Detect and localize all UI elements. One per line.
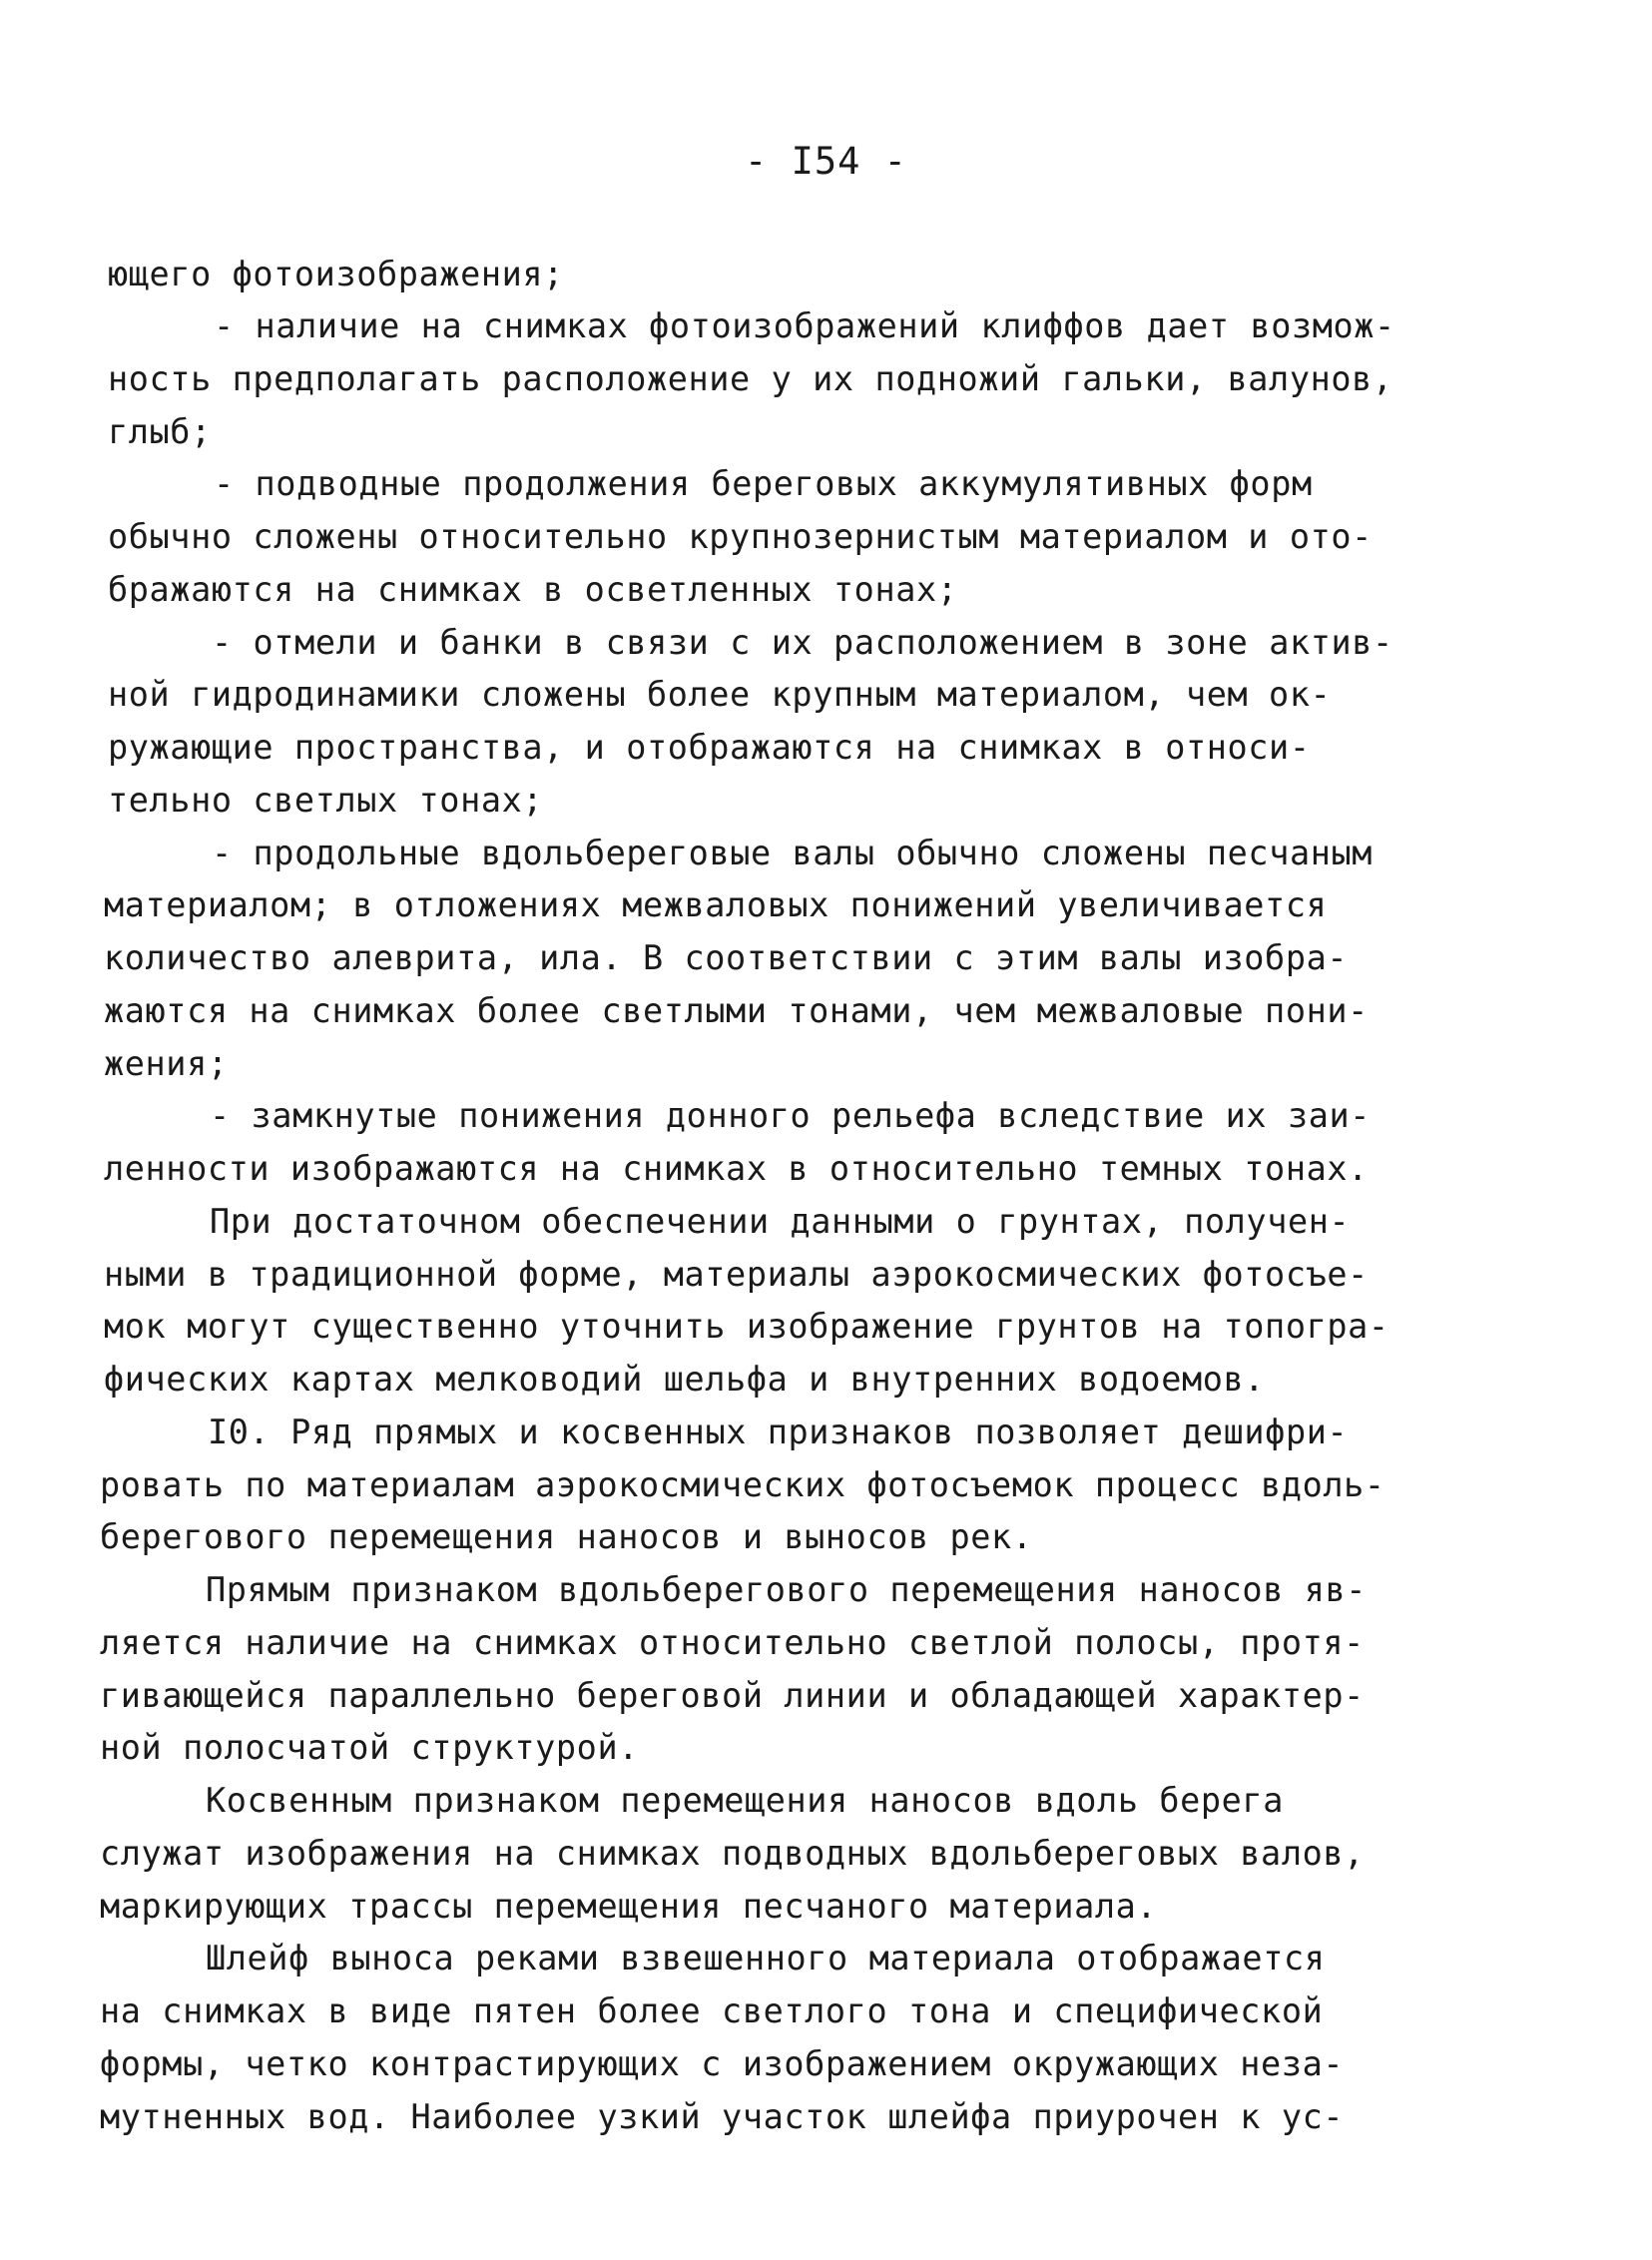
text-line: - наличие на снимках фотоизображений клиффов дает возмож- [214,306,1395,345]
text-line: на снимках в виде пятен более светлого тона и специфической [100,1991,1324,2030]
text-line: маркирующих трассы перемещения песчаного материала. [100,1887,1158,1926]
text-line: ленности изображаются на снимках в относительно темных тонах. [104,1149,1369,1188]
text-line: материалом; в отложениях межваловых понижений увеличивается [104,885,1328,924]
text-line: - продольные вдольбереговые валы обычно сложены песчаным [212,834,1374,872]
text-line: - подводные продолжения береговых аккумулятивных форм [214,464,1313,503]
text-line: ными в традиционной форме, материалы аэрокосмических фотосъе- [104,1255,1369,1294]
text-line: I0. Ряд прямых и косвенных признаков позволяет дешифри- [208,1412,1349,1451]
text-line: Косвенным признаком перемещения наносов вдоль берега [206,1781,1284,1820]
text-line: формы, четко контрастирующих с изображением окружающих неза- [100,2044,1345,2083]
text-line: ляется наличие на снимках относительно светлой полосы, протя- [100,1623,1365,1662]
text-line: тельно светлых тонах; [108,781,544,820]
text-line: ной полосчатой структурой. [100,1728,639,1767]
text-line: количество алеврита, ила. В соответствии с этим валы изобра- [104,938,1349,977]
text-line: ной гидродинамики сложены более крупным материалом, чем ок- [108,675,1332,714]
text-line: ружающие пространства, и отображаются на снимках в относи- [108,728,1311,767]
text-line: фических картах мелководий шельфа и внутренних водоемов. [104,1360,1266,1399]
text-line: глыб; [108,412,212,451]
text-line: жения; [104,1044,229,1083]
text-line: ровать по материалам аэрокосмических фотосъемок процесс вдоль- [100,1465,1385,1504]
text-line: бражаются на снимках в осветленных тонах; [108,570,958,609]
text-line: - замкнутые понижения донного рельефа вследствие их заи- [210,1096,1372,1135]
text-line: берегового перемещения наносов и выносов рек. [100,1517,1033,1556]
text-line: - отмели и банки в связи с их расположением в зоне актив- [212,623,1393,662]
page-number: - I54 - [745,140,907,183]
text-line: ность предполагать расположение у их подножий гальки, валунов, [108,359,1393,398]
text-line: жаются на снимках более светлыми тонами, чем межваловые пони- [104,991,1369,1030]
text-line: При достаточном обеспечении данными о грунтах, получен- [210,1202,1351,1241]
text-line: мутненных вод. Наиболее узкий участок шлейфа приурочен к ус- [100,2097,1345,2136]
text-line: служат изображения на снимках подводных вдольбереговых валов, [100,1834,1365,1873]
text-line: Прямым признаком вдольберегового перемещения наносов яв- [206,1570,1368,1609]
text-line: обычно сложены относительно крупнозернистым материалом и ото- [108,517,1373,556]
text-line: мок могут существенно уточнить изображение грунтов на топогра- [104,1307,1389,1346]
text-line: Шлейф выноса реками взвешенного материала отображается [206,1939,1326,1978]
text-line: гивающейся параллельно береговой линии и обладающей характер- [100,1676,1365,1715]
text-line: ющего фотоизображения; [108,255,564,293]
